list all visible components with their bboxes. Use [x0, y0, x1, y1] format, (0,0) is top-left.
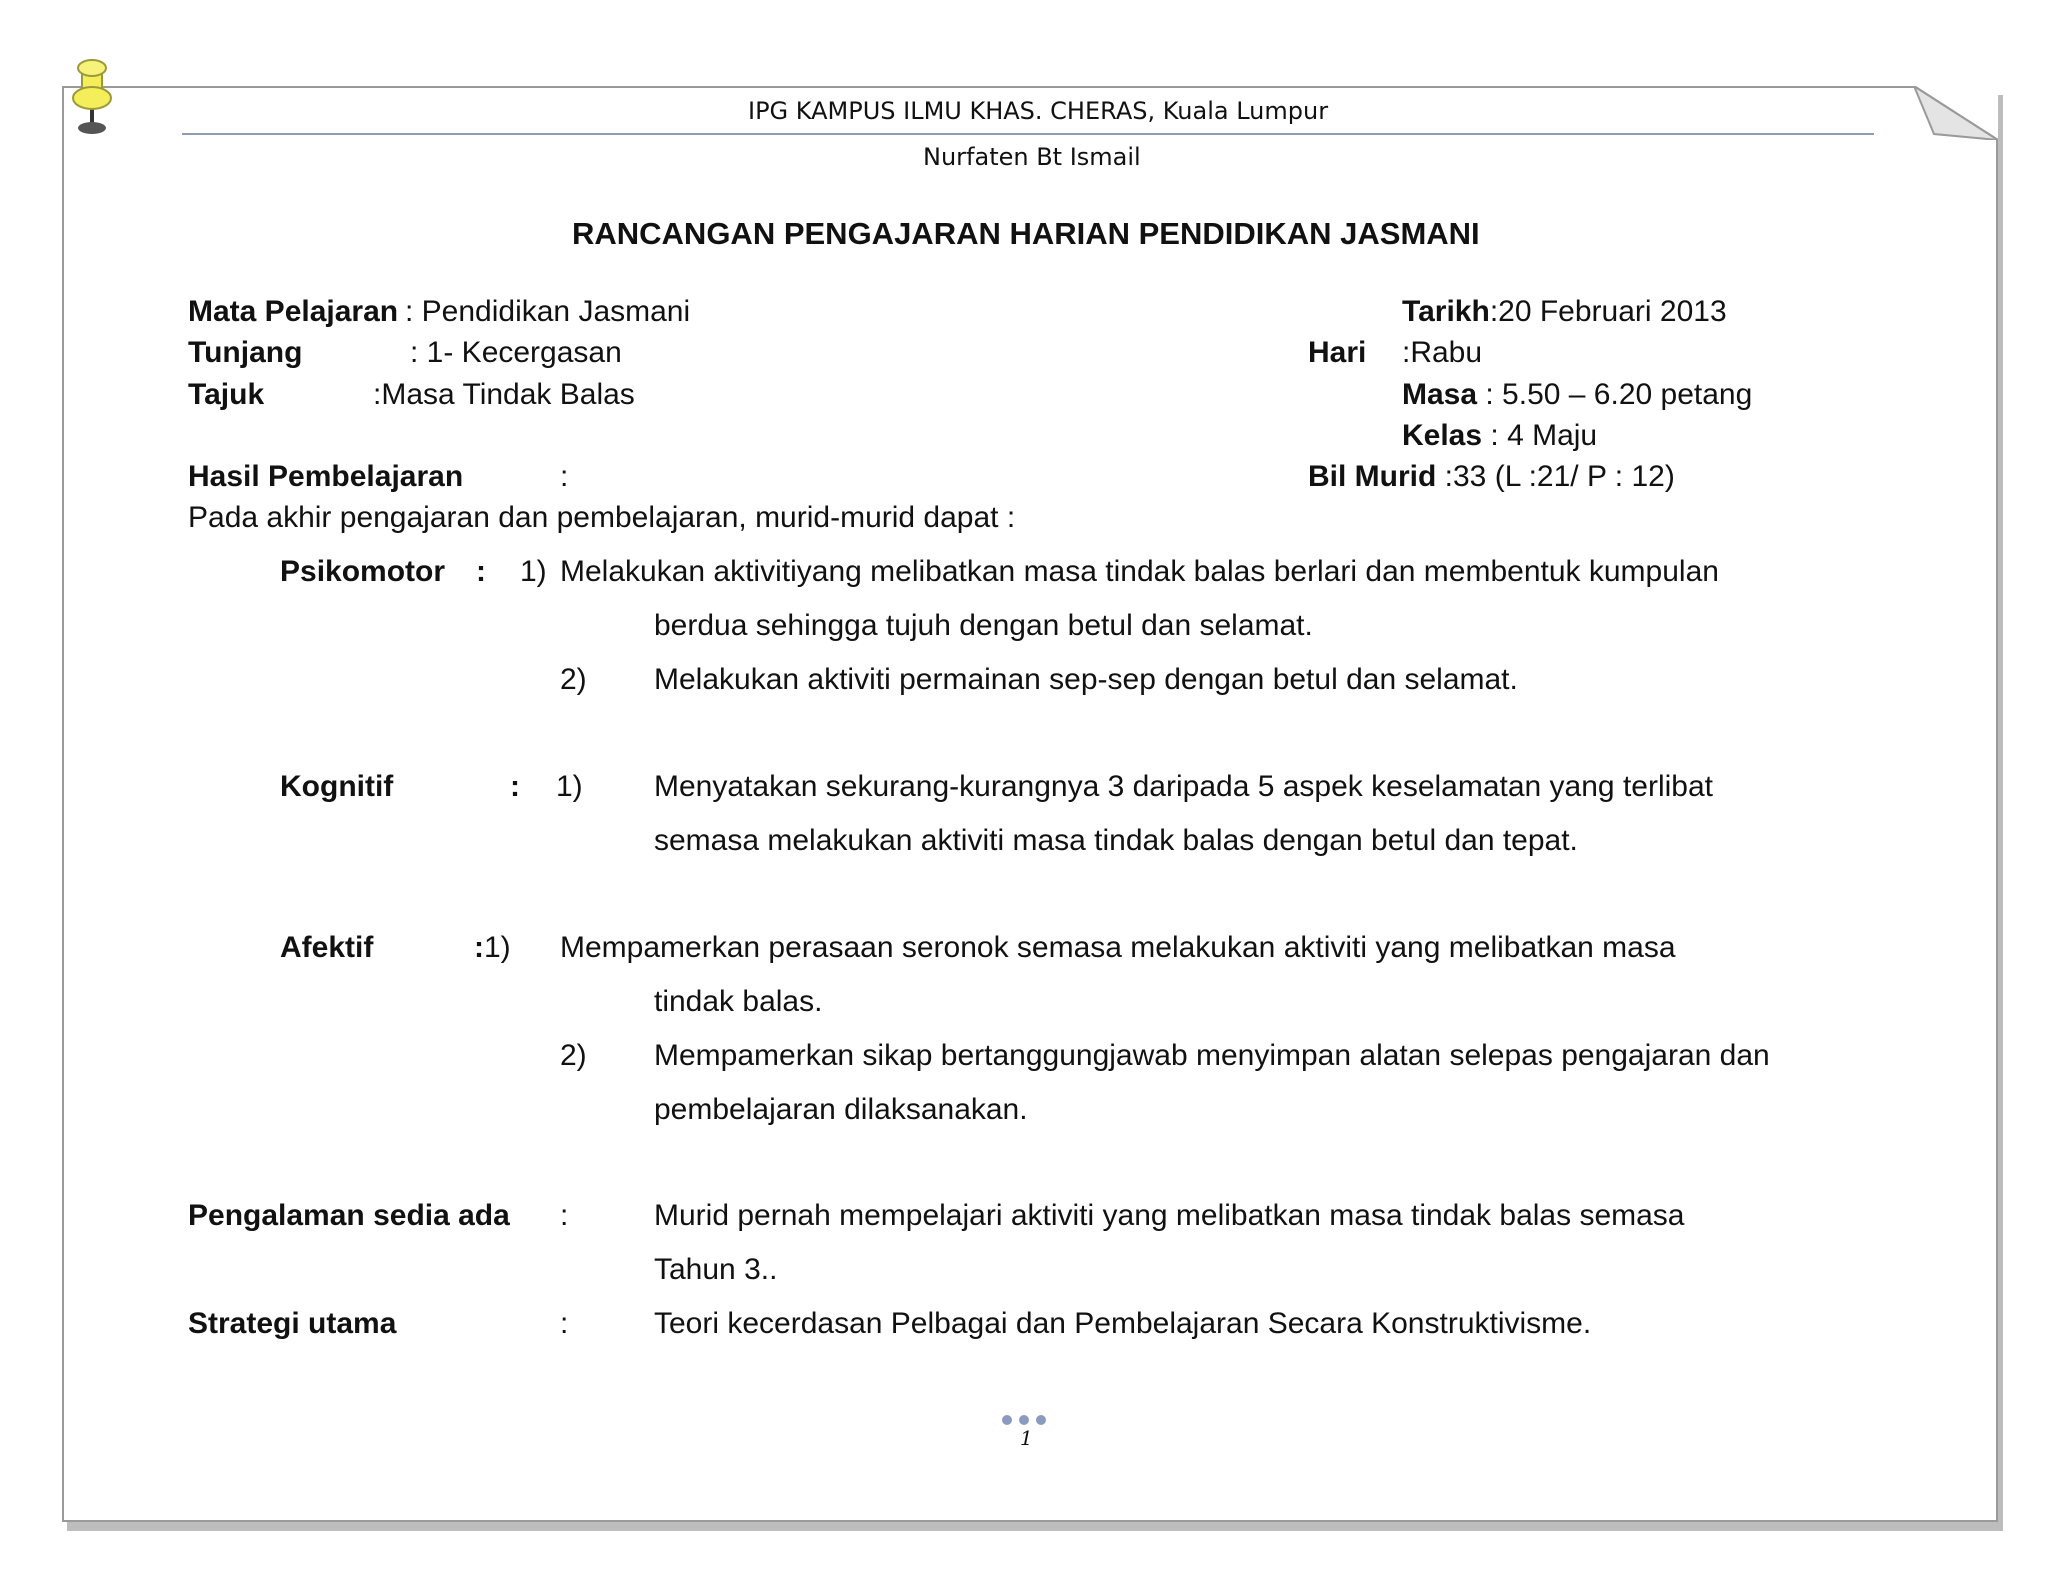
tunjang-label: Tunjang [188, 336, 303, 369]
header-author: Nurfaten Bt Ismail [923, 143, 1141, 171]
afektif-label: Afektif [280, 931, 374, 964]
kelas-field [1402, 418, 1597, 454]
afektif-1-line-2: tindak balas. [654, 985, 823, 1018]
bil-label: Bil Murid [1308, 460, 1437, 493]
pengalaman-label: Pengalaman sedia ada [188, 1199, 510, 1232]
pengalaman-line-1: Murid pernah mempelajari aktiviti yang melibatkan masa tindak balas semasa [654, 1199, 1685, 1232]
psikomotor-colon: : [476, 555, 486, 588]
afektif-marker [474, 930, 511, 966]
psikomotor-1-line-2: berdua sehingga tujuh dengan betul dan selamat. [654, 609, 1313, 642]
pengalaman-line-2: Tahun 3.. [654, 1253, 778, 1286]
intro-text: Pada akhir pengajaran dan pembelajaran, murid-murid dapat : [188, 501, 1016, 534]
psikomotor-label: Psikomotor [280, 555, 446, 588]
hari-value: :Rabu [1402, 336, 1483, 369]
afektif-1-line-1: Mempamerkan perasaan seronok semasa melakukan aktiviti yang melibatkan masa [560, 931, 1676, 964]
page-number: 1 [1020, 1426, 1033, 1450]
afektif-2-line-1: Mempamerkan sikap bertanggungjawab menyimpan alatan selepas pengajaran dan [654, 1039, 1770, 1072]
kognitif-colon: : [510, 770, 520, 803]
masa-label: Masa [1402, 378, 1478, 411]
kelas-label: Kelas [1402, 419, 1483, 452]
bil-field [1308, 459, 1675, 495]
kognitif-label: Kognitif [280, 770, 394, 803]
strategi-label: Strategi utama [188, 1307, 397, 1340]
strategi-colon: : [560, 1307, 569, 1340]
page-title: RANCANGAN PENGAJARAN HARIAN PENDIDIKAN JASMANI [572, 216, 1480, 251]
pengalaman-colon: : [560, 1199, 569, 1232]
masa-field [1402, 377, 1752, 413]
psikomotor-num-1: 1) [520, 555, 547, 588]
strategi-value: Teori kecerdasan Pelbagai dan Pembelajaran Secara Konstruktivisme. [654, 1307, 1592, 1340]
tarikh-value: :20 Februari 2013 [1489, 295, 1727, 328]
tajuk-value: :Masa Tindak Balas [373, 378, 635, 411]
tunjang-value: : 1- Kecergasan [410, 336, 622, 369]
kognitif-1-line-2: semasa melakukan aktiviti masa tindak balas dengan betul dan tepat. [654, 824, 1578, 857]
masa-value: : 5.50 – 6.20 petang [1477, 378, 1753, 411]
afektif-2-line-2: pembelajaran dilaksanakan. [654, 1093, 1028, 1126]
psikomotor-num-2: 2) [560, 663, 587, 696]
mata-value: : Pendidikan Jasmani [405, 295, 691, 328]
page-curl [1914, 86, 1998, 140]
header-rule [182, 133, 1874, 135]
mata-label: Mata Pelajaran [188, 295, 399, 328]
afektif-num-2: 2) [560, 1039, 587, 1072]
hasil-label: Hasil Pembelajaran [188, 460, 464, 493]
kognitif-1-line-1: Menyatakan sekurang-kurangnya 3 daripada 5 aspek keselamatan yang terlibat [654, 770, 1713, 803]
kognitif-num-1: 1) [556, 770, 583, 803]
tarikh-label: Tarikh [1402, 295, 1490, 328]
bil-value: :33 (L :21/ P : 12) [1436, 460, 1675, 493]
pushpin-icon [70, 58, 114, 141]
header-institution: IPG KAMPUS ILMU KHAS. CHERAS, Kuala Lumpur [748, 97, 1329, 125]
hasil-colon: : [560, 460, 569, 493]
tajuk-label: Tajuk [188, 378, 265, 411]
psikomotor-1-line-1: Melakukan aktivitiyang melibatkan masa tindak balas berlari dan membentuk kumpulan [560, 555, 1719, 588]
hari-label: Hari [1308, 336, 1367, 369]
afektif-num-1: 1) [484, 931, 511, 964]
tarikh-field [1402, 294, 1727, 330]
kelas-value: : 4 Maju [1482, 419, 1598, 452]
psikomotor-2-line-1: Melakukan aktiviti permainan sep-sep dengan betul dan selamat. [654, 663, 1518, 696]
afektif-colon: : [474, 931, 484, 964]
